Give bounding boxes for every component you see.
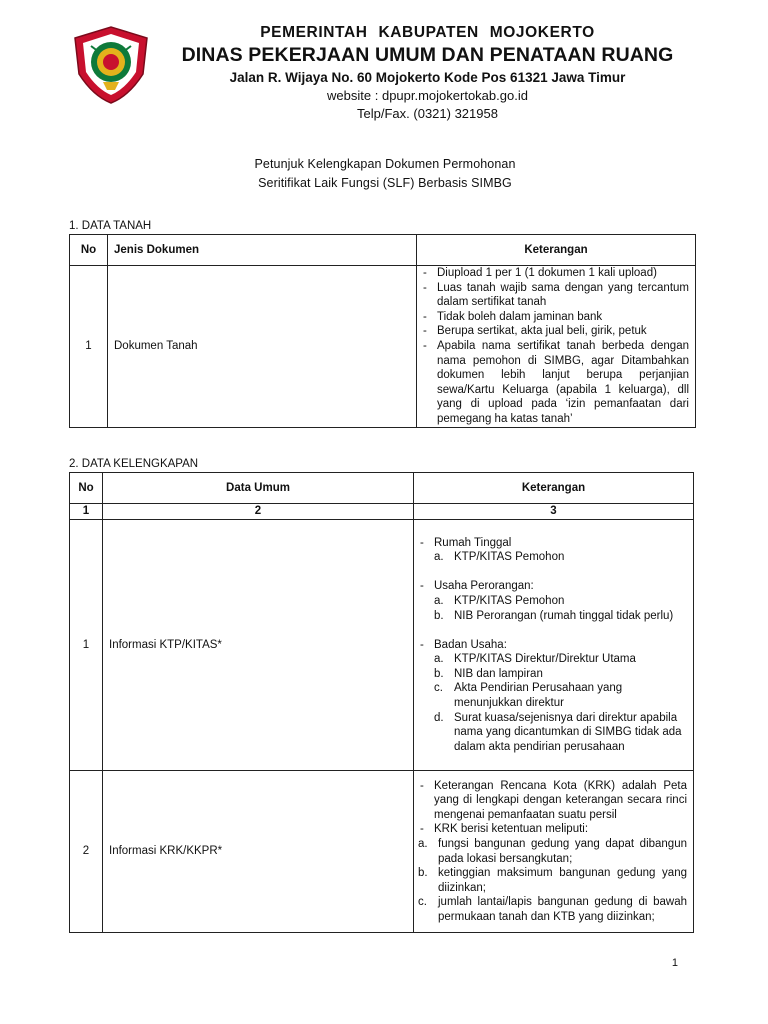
sub-item-text: ketinggian maksimum bangunan gedung yang diizinkan; [438,867,687,894]
sub-item-marker: a. [434,594,444,607]
agency-name: DINAS PEKERJAAN UMUM DAN PENATAAN RUANG [181,44,674,66]
list-item: - Keterangan Rencana Kota (KRK) adalah Peta yang di lengkapi dengan keterangan secara rinci mengenai pemanfaatan suatu persil [416,779,687,823]
column-number: 1 [70,504,103,520]
sub-item-text: Akta Pendirian Perusahaan yang menunjukkan direktur [454,682,623,710]
sub-item-marker: c. [434,682,443,695]
section-heading-data-kelengkapan: 2. DATA KELENGKAPAN [69,458,199,470]
header-data-umum: Data Umum [103,473,414,504]
document-title: Petunjuk Kelengkapan Dokumen Permohonan [254,157,516,171]
sub-item [418,837,687,866]
sub-item-text: KTP/KITAS Pemohon [454,551,565,564]
table-header-row [70,235,696,266]
sub-item [434,652,687,667]
header-keterangan: Keterangan [417,235,696,266]
document-type: Dokumen Tanah [108,266,417,428]
group-label: Rumah Tinggal [434,536,512,549]
agency-website: website : dpupr.mojokertokab.go.id [327,88,528,103]
column-number: 3 [414,504,694,520]
document-subtitle: Seritifikat Laik Fungsi (SLF) Berbasis SIMBG [258,176,512,190]
description-cell [414,771,694,933]
sub-item-marker: a. [434,551,444,564]
table-row [70,771,694,933]
list-item: - Berupa sertikat, akta jual beli, girik, petuk [419,324,689,339]
table-row [70,520,694,771]
column-number: 2 [103,504,414,520]
list-item: - Luas tanah wajib sama dengan yang tercantum dalam sertifikat tanah [419,281,689,310]
group-label: KRK berisi ketentuan meliputi: [434,823,589,836]
data-kelengkapan-table [69,472,694,933]
agency-phone: Telp/Fax. (0321) 321958 [357,106,498,121]
table-row [70,266,696,428]
sub-item-text: KTP/KITAS Pemohon [454,594,565,607]
sub-item-text: fungsi bangunan gedung yang dapat dibangun pada lokasi bersangkutan; [438,837,687,865]
sub-item-text: jumlah lantai/lapis bangunan gedung di bawah permukaan tanah dan KTB yang diizinkan; [438,896,687,923]
description-cell [414,520,694,771]
description-cell [417,266,696,428]
sub-item-marker: a. [418,837,428,850]
government-name: PEMERINTAH KABUPATEN MOJOKERTO [260,24,595,41]
header-keterangan: Keterangan [414,473,694,504]
sub-item-marker: b. [434,667,444,680]
sub-item-marker: a. [434,653,444,666]
header-no: No [70,235,108,266]
list-item [416,536,687,565]
data-label: Informasi KRK/KKPR* [103,771,414,933]
sub-item-marker: b. [434,609,444,622]
sub-item [434,681,687,710]
sub-item [418,895,687,924]
section-heading-data-tanah: 1. DATA TANAH [69,220,152,232]
sub-item-marker: c. [418,896,427,909]
sub-item-text: Surat kuasa/sejenisnya dari direktur apabila nama yang dicantumkan di SIMBG tidak ada dalam akta pendirian perusahaan [454,711,682,753]
sub-item [434,550,687,565]
sub-item-text: NIB Perorangan (rumah tinggal tidak perlu) [454,609,674,622]
list-item [416,638,687,755]
list-item: - Apabila nama sertifikat tanah berbeda dengan nama pemohon di SIMBG, agar Ditambahkan dokumen lebih lanjut berupa perjanjian sewa/Kartu Keluarga (apabila 1 keluarga), dll yang di upload pada ‘izin pemanfaatan dari pemegang ha katas tanah’ [419,339,689,427]
page-number: 1 [671,957,678,969]
row-number: 1 [70,520,103,771]
sub-item [418,866,687,895]
data-tanah-table [69,234,696,428]
sub-item-text: KTP/KITAS Direktur/Direktur Utama [454,653,636,666]
kabupaten-mojokerto-emblem [69,24,153,106]
header-no: No [70,473,103,504]
row-number: 2 [70,771,103,933]
table-header-row [70,473,694,504]
list-item [416,579,687,623]
sub-item-marker: b. [418,867,428,880]
sub-item [434,609,687,624]
agency-address: Jalan R. Wijaya No. 60 Mojokerto Kode Pos 61321 Jawa Timur [229,70,626,85]
row-number: 1 [70,266,108,428]
data-label: Informasi KTP/KITAS* [103,520,414,771]
sub-item [434,711,687,755]
group-label: Usaha Perorangan: [434,580,534,593]
group-label: Badan Usaha: [434,638,507,651]
list-item [416,822,687,837]
sub-item-marker: d. [434,711,444,724]
sub-item [434,594,687,609]
list-item: - Tidak boleh dalam jaminan bank [419,310,689,325]
list-item: - Diupload 1 per 1 (1 dokumen 1 kali upload) [419,266,689,281]
header-jenis-dokumen: Jenis Dokumen [108,235,417,266]
column-number-row [70,504,694,520]
sub-item [434,667,687,682]
sub-item-text: NIB dan lampiran [454,667,543,680]
